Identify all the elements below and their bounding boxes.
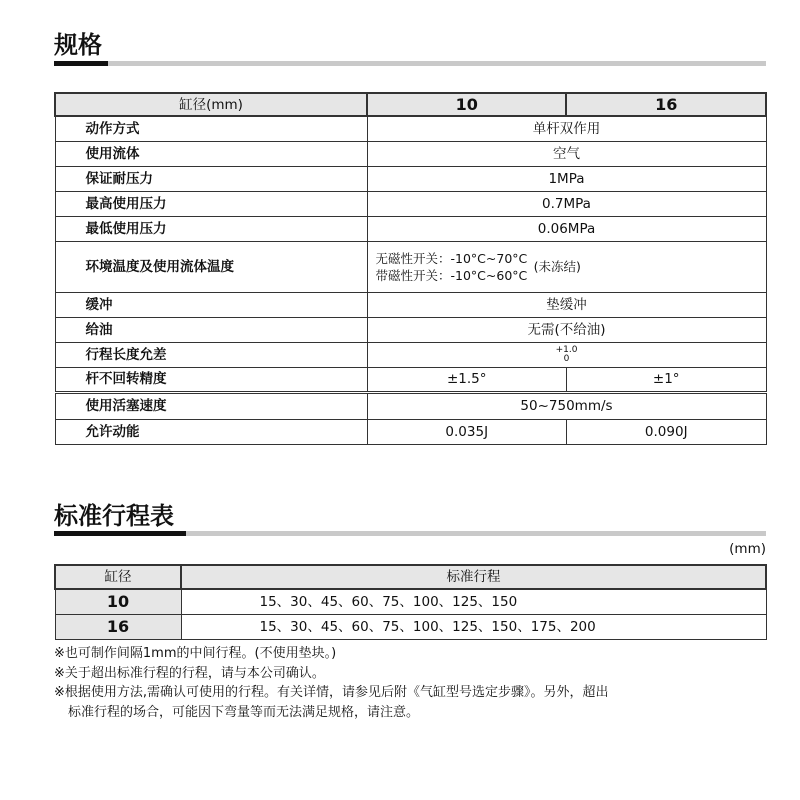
spec-row-stroke-tolerance [55,342,766,367]
spec-label: 缓冲 [55,292,367,317]
spec-row-piston-speed [55,392,766,419]
spec-label: 使用活塞速度 [55,392,367,419]
spec-label: 给油 [55,317,367,342]
tolerance-stack [556,346,578,364]
specs-title-rule [54,61,766,66]
bore-header-label: 缸径(mm) [55,93,367,116]
stroke-unit: (mm) [729,541,766,557]
bore-value: 10 [55,589,181,614]
spec-label: 允许动能 [55,419,367,444]
spec-label: 最高使用压力 [55,191,367,216]
temp-no-freeze-note: (未冻结) [533,258,581,274]
specs-table [54,92,767,445]
kinetic-energy-16: 0.090J [566,419,766,444]
note-usage-check: ※根据使用方法,需确认可使用的行程。有关详情，请参见后附《气缸型号选定步骤》。另外，超出 [54,685,609,700]
spec-value: 空气 [367,141,766,166]
spec-row-proof-pressure [55,166,766,191]
tolerance-upper: +1.0 [555,344,578,355]
spec-row-fluid [55,141,766,166]
specs-title: 规格 [54,31,102,59]
bore-header: 缸径 [55,565,181,589]
temperature-lines [376,250,528,284]
temp-no-switch: 无磁性开关：-10°C~70°C [375,250,528,266]
spec-row-rotation [55,367,766,392]
spec-label: 杆不回转精度 [55,367,367,392]
note-intermediate-stroke: ※也可制作间隔1mm的中间行程。(不使用垫块。) [54,646,337,661]
spec-row-max-pressure [55,191,766,216]
spec-row-temperature [55,241,766,292]
spec-label: 最低使用压力 [55,216,367,241]
stroke-header-row [55,565,766,589]
bore-10-header: 10 [367,93,566,116]
notes [54,644,774,722]
bore-value: 16 [55,614,181,639]
spec-label: 动作方式 [55,116,367,141]
bore-16-header: 16 [566,93,766,116]
spec-value: 垫缓冲 [367,292,766,317]
stroke-row-10 [55,589,766,614]
specs-header-row [55,93,766,116]
rotation-10: ±1.5° [367,367,566,392]
spec-row-kinetic-energy [55,419,766,444]
stroke-row-16 [55,614,766,639]
spec-row-lubrication [55,317,766,342]
spec-value: 无需(不给油) [367,317,766,342]
stroke-title-rule [54,531,766,536]
spec-value: 1MPa [367,166,766,191]
kinetic-energy-10: 0.035J [367,419,566,444]
temperature-value [367,241,766,292]
spec-row-min-pressure [55,216,766,241]
spec-label: 环境温度及使用流体温度 [55,241,367,292]
spec-value: 0.7MPa [367,191,766,216]
stroke-table-title: 标准行程表 [54,502,174,530]
note-exceed-stroke: ※关于超出标准行程的行程，请与本公司确认。 [54,665,325,681]
spec-value: 50~750mm/s [367,392,766,419]
spec-row-action [55,116,766,141]
strokes-header: 标准行程 [181,565,766,589]
tolerance-lower: 0 [563,353,570,364]
spec-value: 单杆双作用 [367,116,766,141]
rotation-16: ±1° [566,367,766,392]
spec-label: 行程长度允差 [55,342,367,367]
temp-with-switch: 带磁性开关：-10°C~60°C [375,267,528,283]
stroke-table [54,564,767,640]
spec-label: 保证耐压力 [55,166,367,191]
note-usage-check-cont: 标准行程的场合，可能因下弯量等而无法满足规格，请注意。 [68,704,420,720]
stroke-values: 15、30、45、60、75、100、125、150、175、200 [181,614,766,639]
spec-label: 使用流体 [55,141,367,166]
spec-row-cushion [55,292,766,317]
spec-value: 0.06MPa [367,216,766,241]
stroke-values: 15、30、45、60、75、100、125、150 [181,589,766,614]
stroke-tolerance-value [367,342,766,367]
